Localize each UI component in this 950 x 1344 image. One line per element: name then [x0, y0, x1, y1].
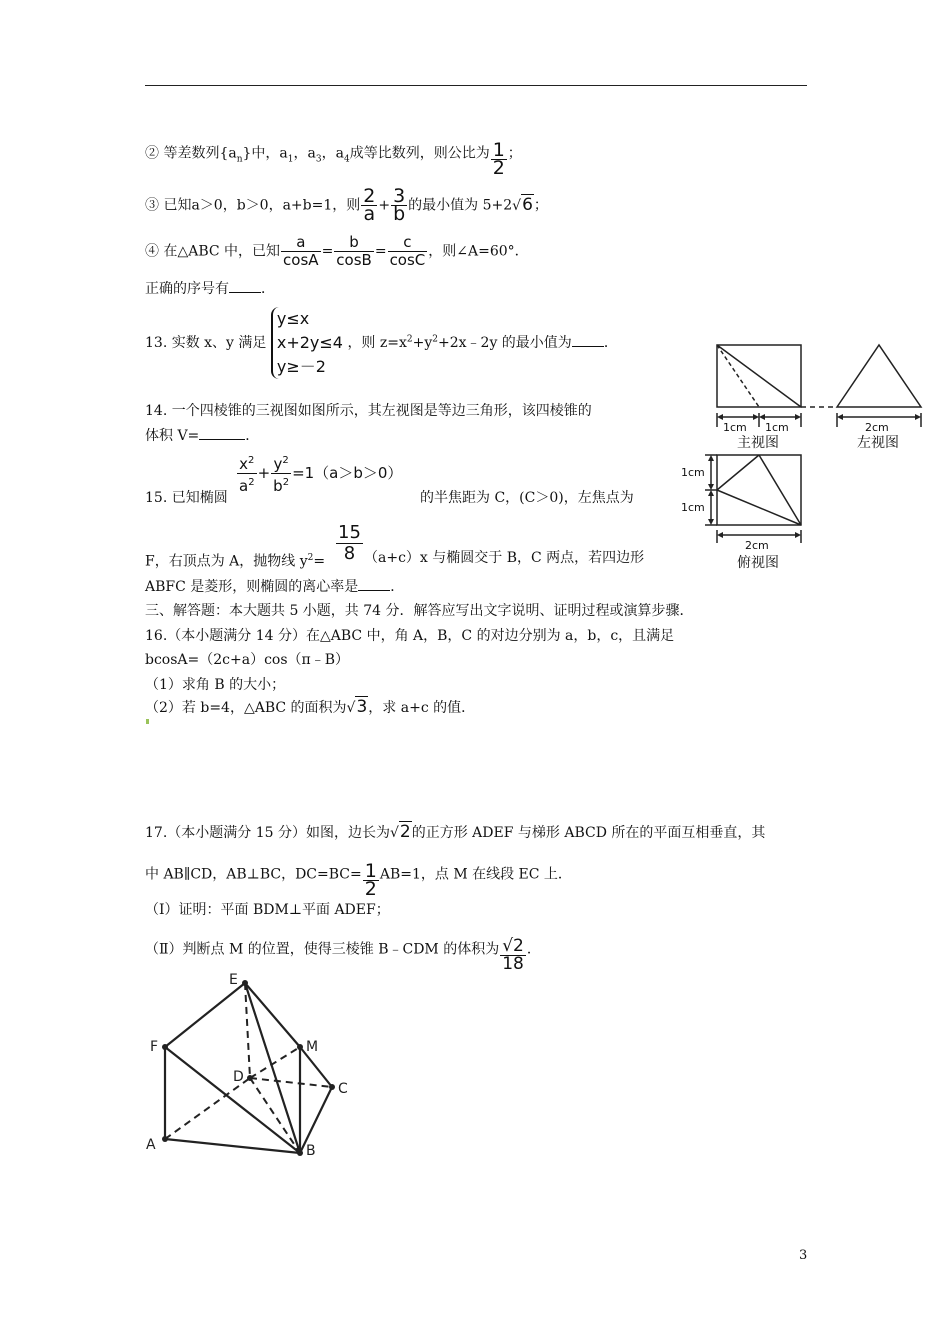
- item2-fraction: [491, 139, 507, 179]
- q15-frac-x: [237, 452, 257, 495]
- arrowhead: [708, 455, 714, 461]
- q13-sup1: 2: [406, 334, 413, 345]
- q13-constraint-3: y≥－2: [276, 357, 326, 376]
- item3-fraction-1: [361, 185, 377, 225]
- item3-fraction-2: [391, 185, 407, 225]
- side-view-triangle: [837, 345, 921, 407]
- q15-a: a: [239, 477, 249, 495]
- point-D: [247, 1075, 253, 1081]
- q15-plus: +: [257, 464, 271, 482]
- q13-suffix-a: ，则 z=x: [347, 335, 407, 351]
- label-D: D: [233, 1069, 244, 1085]
- q15-rhs: =1（a＞b＞0）: [292, 464, 403, 482]
- dim-label-side: 2cm: [865, 421, 889, 434]
- item3-f2-den: b: [393, 203, 406, 225]
- q14-end: ．: [245, 428, 260, 444]
- q16-part-1: [145, 675, 285, 695]
- label-C: C: [338, 1081, 348, 1097]
- q16-radicand: 3: [356, 697, 368, 717]
- q17-line-2: [145, 857, 572, 900]
- item2-frac-den: 2: [492, 157, 505, 179]
- arrowhead: [759, 414, 765, 420]
- edge-CB: [300, 1087, 332, 1153]
- front-view-label: 主视图: [737, 435, 779, 451]
- edge-AB: [165, 1139, 300, 1153]
- item2-sub-1: 1: [287, 154, 294, 165]
- q13-sup2: 2: [432, 334, 438, 345]
- header-rule: [145, 85, 807, 86]
- item2-frac-num: 1: [492, 139, 505, 161]
- q17-part-1-text: （Ⅰ）证明：平面 BDM⊥平面 ADEF；: [145, 902, 390, 918]
- item3-plus: +: [378, 197, 391, 214]
- item4-fraction-2: [334, 234, 374, 269]
- q15-text-1b: 的半焦距为 C，(C＞0)，左焦点为: [420, 490, 634, 506]
- item2-text-b: }中，a: [242, 145, 288, 162]
- q14-text-2: 体积 V=: [145, 428, 200, 444]
- item2-sub-3: 3: [315, 154, 322, 165]
- answer-blank: [358, 578, 390, 591]
- dim-label-top-upper: 1cm: [681, 466, 705, 479]
- item2-end: ；: [507, 145, 522, 162]
- point-M: [297, 1044, 303, 1050]
- label-F: F: [150, 1039, 159, 1055]
- q17-part-2: [145, 932, 541, 974]
- arrowhead: [837, 414, 843, 420]
- item3-end: ；: [533, 197, 548, 214]
- item-3-line: [145, 185, 548, 225]
- item4-eq2: =: [374, 243, 387, 260]
- item4-f1-num: a: [281, 234, 321, 252]
- item4-fraction-3: [388, 234, 428, 269]
- point-F: [162, 1044, 168, 1050]
- item2-sub-4: 4: [343, 154, 350, 165]
- q14-line-2: [145, 426, 259, 446]
- q17-vol-den: 18: [502, 954, 524, 974]
- answer-blank: [572, 334, 604, 347]
- top-view-edge: [717, 490, 801, 525]
- item2-text-d: ，a: [321, 145, 344, 162]
- q13-end: ．: [603, 335, 618, 351]
- q15-frac-y: [271, 452, 291, 495]
- section-3-text: 三、解答题：本大题共 5 小题，共 74 分．解答应写出文字说明、证明过程或演算步骤．: [145, 603, 694, 619]
- q17-part-2-end: ．: [526, 941, 541, 958]
- correct-end: ．: [261, 281, 275, 297]
- arrowhead: [708, 490, 714, 496]
- q17-part-1: [145, 900, 390, 920]
- item4-f2-den: cosB: [336, 251, 372, 269]
- q15-sup: 2: [307, 553, 314, 563]
- q17-volume-fraction: [500, 938, 526, 973]
- edge-EB: [245, 983, 300, 1153]
- three-view-diagram: [665, 335, 935, 580]
- q15-sup-y: 2: [282, 455, 289, 466]
- label-E: E: [229, 972, 238, 988]
- q15-line-1b: [420, 488, 634, 508]
- q17-text-2a: 中 AB∥CD，AB⊥BC，DC=BC=: [145, 866, 362, 883]
- dim-label-front-left: 1cm: [723, 421, 747, 434]
- q15-b: b: [273, 477, 283, 495]
- q15-text-2b: =: [313, 553, 326, 570]
- q15-line-2: [145, 548, 325, 572]
- arrowhead: [795, 532, 801, 538]
- arrowhead: [915, 414, 921, 420]
- item4-fraction-1: [281, 234, 321, 269]
- label-M: M: [306, 1039, 319, 1055]
- q15-sup-a: 2: [248, 477, 255, 488]
- q15-frac-num: 15: [338, 522, 361, 543]
- dim-label-top-bottom: 2cm: [745, 539, 769, 552]
- item2-text-a: ② 等差数列{a: [145, 145, 237, 162]
- item4-eq1: =: [321, 243, 334, 260]
- q16-line-1: [145, 626, 674, 646]
- q15-line-2c: [364, 548, 644, 568]
- point-E: [242, 980, 248, 986]
- q17-text-2b: AB=1，点 M 在线段 EC 上．: [379, 866, 572, 883]
- arrowhead: [708, 484, 714, 490]
- item4-f3-den: cosC: [389, 251, 426, 269]
- q14-line-1: [145, 401, 592, 421]
- edge-DB-hidden: [250, 1078, 300, 1153]
- q15-x: x: [239, 455, 249, 473]
- arrowhead: [717, 532, 723, 538]
- q15-text-2c: （a+c）x 与椭圆交于 B，C 两点，若四边形: [364, 550, 645, 566]
- item4-text-b: ，则∠A=60°．: [428, 243, 529, 260]
- correct-answer-line: [145, 279, 275, 299]
- q17-vol-num: √2: [502, 936, 524, 956]
- q16-part-2: [145, 697, 475, 718]
- edge-AD-hidden: [165, 1078, 250, 1139]
- item4-text-a: ④ 在△ABC 中，已知: [145, 243, 281, 260]
- item3-text-b: 的最小值为 5+2: [408, 197, 513, 214]
- item-2-line: [145, 136, 522, 179]
- label-A: A: [146, 1137, 156, 1153]
- q16-text-1: 16.（本小题满分 14 分）在△ABC 中，角 A，B，C 的对边分别为 a，b，c，且满足: [145, 628, 675, 644]
- point-C: [329, 1084, 335, 1090]
- q15-text-1a: 15. 已知椭圆: [145, 490, 228, 506]
- edge-FE: [165, 983, 245, 1047]
- q16-part-2b: ，求 a+c 的值．: [368, 700, 476, 716]
- item2-text-c: ，a: [293, 145, 316, 162]
- q14-text-1: 14. 一个四棱锥的三视图如图所示，其左视图是等边三角形，该四棱锥的: [145, 403, 592, 419]
- q16-sqrt: √3: [346, 697, 368, 717]
- q15-line-3: [145, 577, 404, 597]
- item3-radicand: 6: [522, 194, 533, 215]
- side-view-label: 左视图: [857, 435, 899, 451]
- q16-line-2: [145, 650, 349, 670]
- q13-prefix: 13. 实数 x、y 满足: [145, 335, 267, 351]
- q13-constraint-1: y≤x: [276, 309, 310, 328]
- q13-suffix-b: +y: [412, 335, 433, 351]
- q15-sup-b: 2: [282, 477, 290, 488]
- answer-blank: [199, 427, 245, 440]
- q15-frac-den: 8: [343, 543, 356, 564]
- edge-FB: [165, 1047, 300, 1153]
- dim-label-top-lower: 1cm: [681, 501, 705, 514]
- q13-line: [145, 307, 618, 379]
- edge-DC-hidden: [250, 1078, 332, 1087]
- item3-f1-den: a: [363, 203, 376, 225]
- edge-EM: [245, 983, 300, 1047]
- front-view-hidden-edge: [717, 345, 759, 407]
- q17-sqrt: √2: [389, 822, 411, 842]
- top-view-edge: [759, 455, 801, 525]
- q15-text-2a: F，右顶点为 A，抛物线 y: [145, 553, 308, 570]
- q17-frac-den: 2: [364, 878, 377, 900]
- point-B: [297, 1150, 303, 1156]
- item3-f2-num: 3: [393, 185, 406, 207]
- q17-text-1b: 的正方形 ADEF 与梯形 ABCD 所在的平面互相垂直，其: [411, 825, 766, 841]
- q17-fraction-half: [363, 860, 379, 900]
- item4-f1-den: cosA: [283, 251, 319, 269]
- item3-sqrt: √6: [512, 194, 533, 215]
- solid-figure-diagram: [140, 965, 370, 1165]
- arrowhead: [795, 414, 801, 420]
- q15-sup-x: 2: [248, 455, 255, 466]
- answer-blank: [229, 280, 261, 293]
- q17-text-1a: 17.（本小题满分 15 分）如图，边长为: [145, 825, 390, 841]
- top-view-frame: [717, 455, 801, 525]
- front-view-diagonal: [717, 345, 801, 407]
- green-mark: [146, 719, 149, 724]
- q17-line-1: [145, 822, 765, 843]
- correct-label: 正确的序号有: [145, 281, 229, 297]
- q17-frac-num: 1: [364, 860, 377, 882]
- item3-text-a: ③ 已知a＞0，b＞0，a+b=1，则: [145, 197, 361, 214]
- arrowhead: [717, 414, 723, 420]
- item2-sub-n: n: [236, 154, 243, 165]
- top-view-label: 俯视图: [737, 555, 779, 571]
- item-4-line: [145, 234, 529, 269]
- section-3-heading: [145, 601, 694, 621]
- q16-part-1-text: （1）求角 B 的大小；: [145, 677, 286, 693]
- q15-ellipse-equation: [236, 452, 402, 495]
- item4-f2-num: b: [334, 234, 374, 252]
- q13-constraint-2: x+2y≤4: [276, 333, 343, 352]
- label-B: B: [306, 1143, 316, 1159]
- q17-radicand: 2: [399, 822, 411, 842]
- item2-text-e: 成等比数列，则公比为: [349, 145, 490, 162]
- q15-end: ．: [390, 579, 405, 595]
- page-number: 3: [799, 1248, 808, 1263]
- q15-line-1a: [145, 488, 228, 508]
- arrowhead: [708, 519, 714, 525]
- q13-constraint-system: [271, 307, 343, 379]
- q15-parabola-fraction: [336, 523, 363, 564]
- arrowhead: [753, 414, 759, 420]
- item3-f1-num: 2: [363, 185, 376, 207]
- q13-suffix-c: +2x﹣2y 的最小值为: [438, 335, 572, 351]
- q16-part-2a: （2）若 b=4，△ABC 的面积为: [145, 700, 347, 716]
- q17-part-2a: （Ⅱ）判断点 M 的位置，使得三棱锥 B﹣CDM 的体积为: [145, 941, 500, 958]
- point-A: [162, 1136, 168, 1142]
- q16-text-2: bcosA=（2c+a）cos（π﹣B）: [145, 652, 350, 668]
- q15-text-3: ABFC 是菱形，则椭圆的离心率是: [145, 579, 359, 595]
- q15-y: y: [273, 455, 283, 473]
- item4-f3-num: c: [388, 234, 428, 252]
- top-view-edge: [717, 455, 759, 490]
- dim-label-front-right: 1cm: [765, 421, 789, 434]
